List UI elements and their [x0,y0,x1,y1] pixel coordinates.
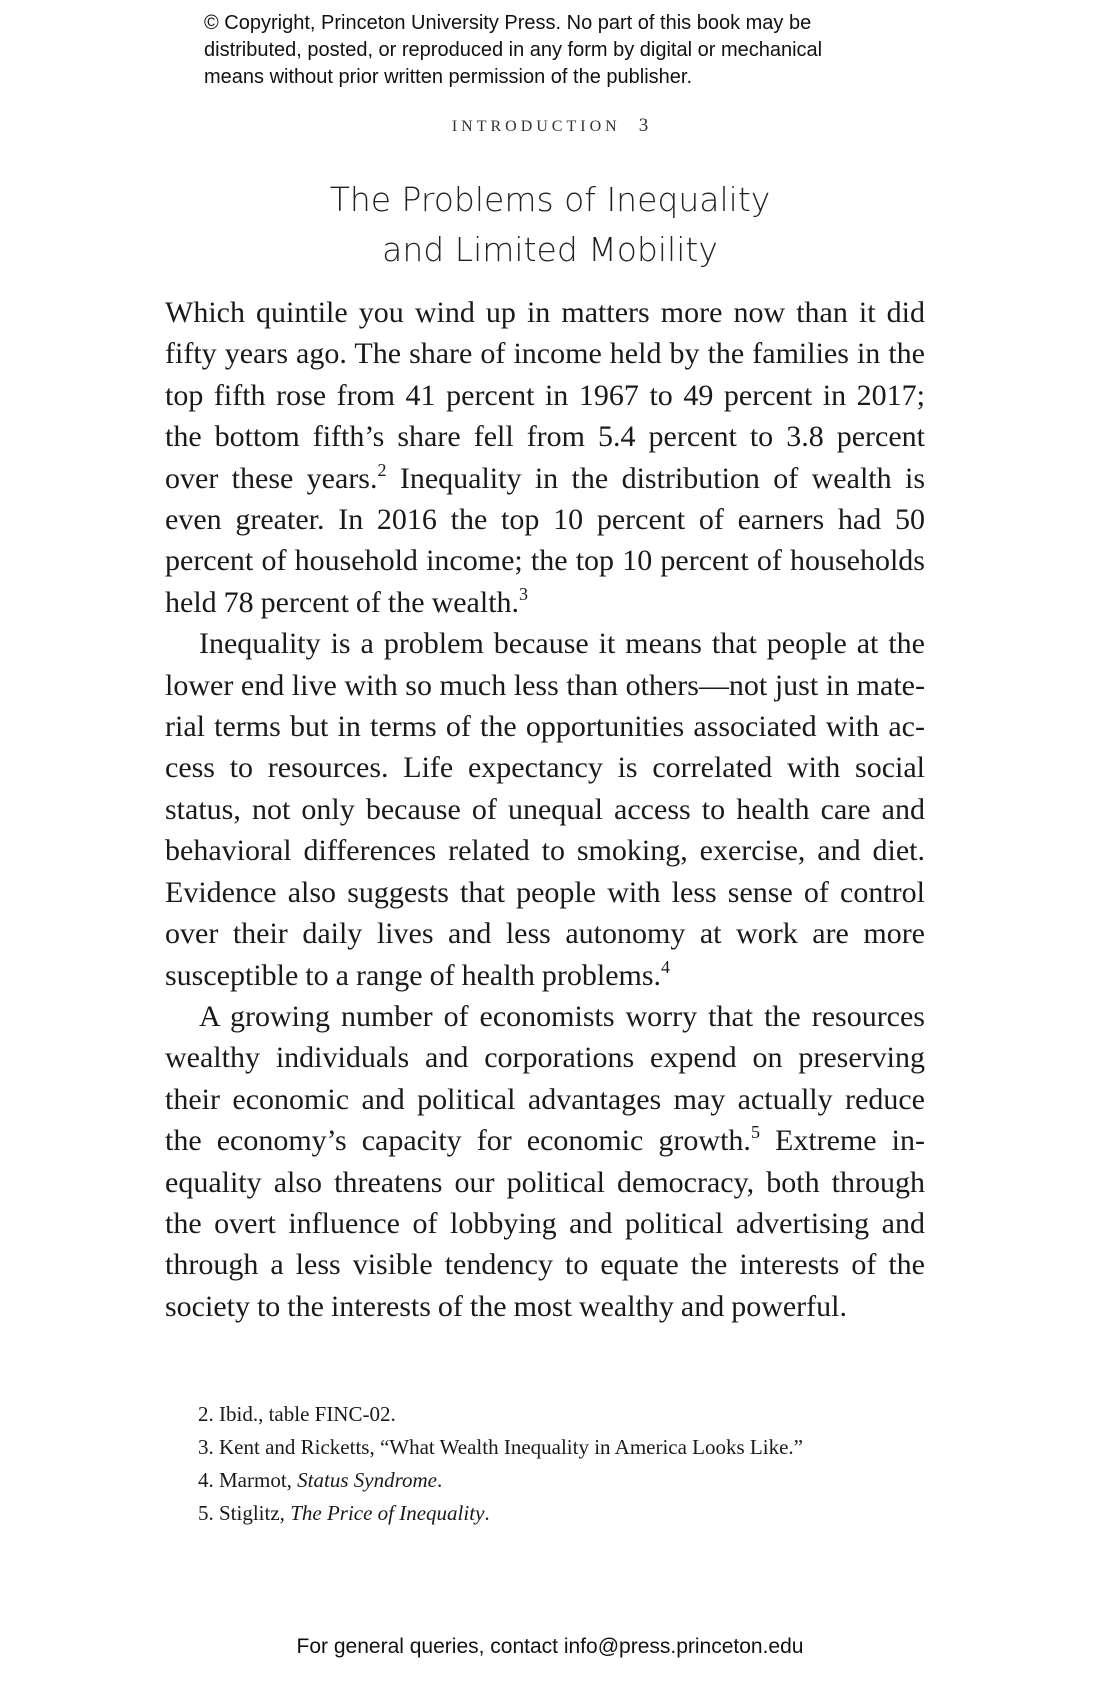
footnote-tail: . [436,1468,443,1492]
footnote-text: Marmot, [219,1468,298,1492]
copyright-line: means without prior written permission of the publisher. [204,66,693,88]
paragraph-text: A growing number of economists worry that the resources wealthy individuals and corporations expend on preserving their economic and political advantages may actually reduce the economy’s capacity for economic growth. [165,999,925,1158]
paragraph-text: Which quintile you wind up in matters more now than it did fifty years ago. The share of income held by the families in the top fifth rose from 41 percent in 1967 to 49 percent in 2017; the bottom fifth’s share fell from 5.4 percent to 3.8 percent over these years. [165,296,925,495]
footnote-tail: . [484,1501,490,1525]
copyright-notice [204,10,964,91]
footnote-ref: 3 [519,583,529,604]
paragraph [165,996,925,1327]
body-text [165,292,925,1327]
footnote-number: 3. [198,1435,214,1459]
footnote-title: The Price of Inequality [290,1501,485,1525]
footnote-ref: 2 [377,459,387,480]
copyright-line: © Copyright, Princeton University Press. No part of this book may be [204,12,812,34]
footnote [198,1398,918,1431]
paragraph-text: Extreme inequality also threatens our political democracy, both through the overt influence of lobbying and political advertising and through a less visible tendency to equate the interests of the society to the interests of the most wealthy and powerful. [165,1124,926,1323]
footnotes [198,1398,918,1530]
paragraph-text: Inequality in the distribution of wealth is even greater. In 2016 the top 10 percent of earners had 50 percent of household income; the top 10 percent of households held 78 percent of the wealth. [165,461,925,619]
footer-contact: For general queries, contact info@press.princeton.edu [296,1635,804,1658]
footnote-ref: 5 [750,1122,760,1143]
paragraph-text: Inequality is a problem because it means that people at the lower end live with so much less than others—not just in material terms but in terms of the opportunities associated with access to resources. Life expectancy is correlated with social status, not only because of unequal access to health care and behavioral differences related to smoking, exercise, and diet. Evidence also suggests that people with less sense of control over their daily lives and less autonomy at work are more susceptible to a range of health problems. [165,627,925,992]
section-title-line: and Limited Mobility [382,230,718,269]
footnote-number: 5. [198,1501,214,1525]
footnote [198,1464,918,1497]
running-head-label: INTRODUCTION [451,118,621,135]
paragraph [165,292,925,623]
footnote-text: Ibid., table FINC-02. [219,1402,396,1426]
running-head [0,115,1100,137]
copyright-line: distributed, posted, or reproduced in any form by digital or mechanical [204,39,823,61]
footnote-number: 4. [198,1468,214,1492]
section-title [0,175,1100,275]
section-title-line: The Problems of Inequality [329,180,771,219]
footnote-ref: 4 [661,956,671,977]
footnote-title: Status Syndrome [297,1468,437,1492]
footnote-text: Kent and Ricketts, “What Wealth Inequality in America Looks Like.” [219,1435,803,1459]
footnote-text: Stiglitz, [219,1501,291,1525]
paragraph [165,623,925,996]
footnote [198,1431,918,1464]
page-number: 3 [638,115,649,136]
footnote [198,1497,918,1530]
footnote-number: 2. [198,1402,214,1426]
